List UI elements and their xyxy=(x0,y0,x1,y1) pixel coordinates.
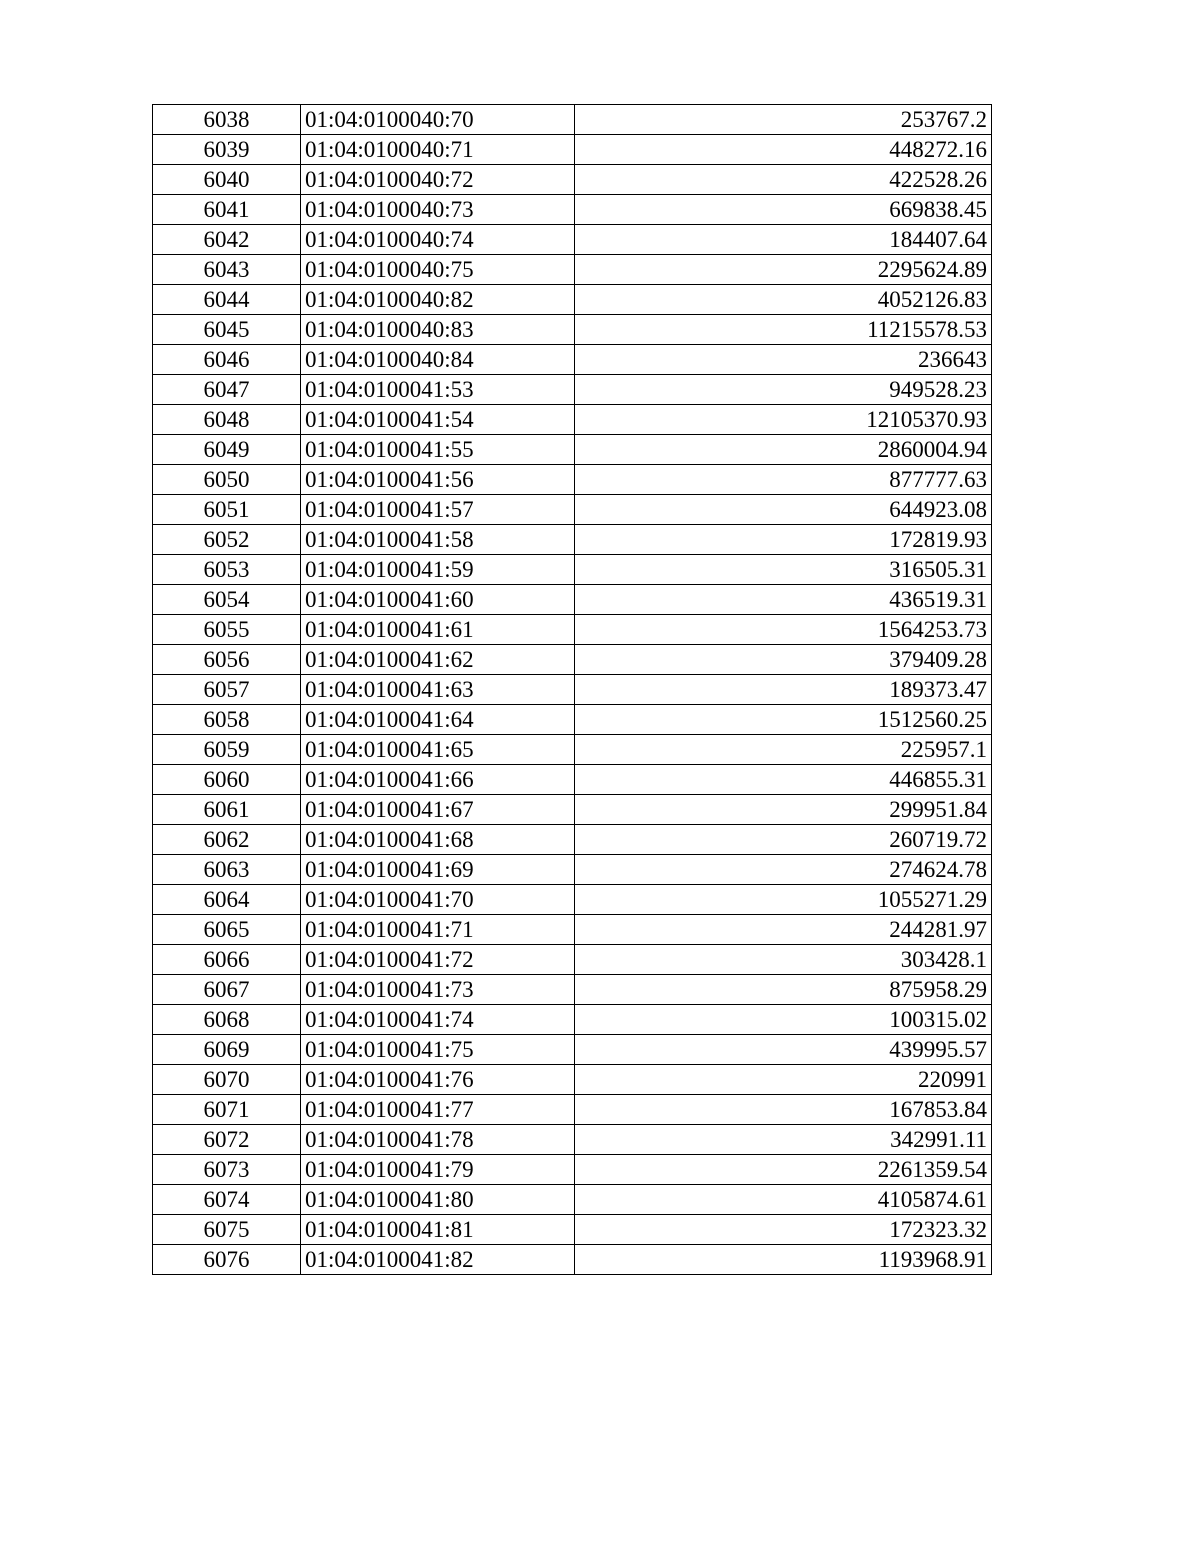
row-number-cell: 6074 xyxy=(153,1185,301,1215)
row-number-cell: 6076 xyxy=(153,1245,301,1275)
table-row xyxy=(153,315,992,345)
cadastral-number-cell: 01:04:0100041:69 xyxy=(301,855,575,885)
value-cell: 12105370.93 xyxy=(575,405,992,435)
value-cell: 172323.32 xyxy=(575,1215,992,1245)
cadastral-number-cell: 01:04:0100040:72 xyxy=(301,165,575,195)
cadastral-number-cell: 01:04:0100041:57 xyxy=(301,495,575,525)
table-row xyxy=(153,675,992,705)
cadastral-number-cell: 01:04:0100040:83 xyxy=(301,315,575,345)
cadastral-number-cell: 01:04:0100041:66 xyxy=(301,765,575,795)
data-table xyxy=(152,104,992,1275)
row-number-cell: 6058 xyxy=(153,705,301,735)
row-number-cell: 6051 xyxy=(153,495,301,525)
cadastral-number-cell: 01:04:0100041:77 xyxy=(301,1095,575,1125)
table-row xyxy=(153,255,992,285)
value-cell: 669838.45 xyxy=(575,195,992,225)
cadastral-number-cell: 01:04:0100041:78 xyxy=(301,1125,575,1155)
row-number-cell: 6049 xyxy=(153,435,301,465)
table-row xyxy=(153,1245,992,1275)
row-number-cell: 6045 xyxy=(153,315,301,345)
cadastral-number-cell: 01:04:0100041:68 xyxy=(301,825,575,855)
row-number-cell: 6039 xyxy=(153,135,301,165)
table-row xyxy=(153,855,992,885)
row-number-cell: 6061 xyxy=(153,795,301,825)
row-number-cell: 6064 xyxy=(153,885,301,915)
cadastral-number-cell: 01:04:0100041:67 xyxy=(301,795,575,825)
cadastral-number-cell: 01:04:0100041:64 xyxy=(301,705,575,735)
row-number-cell: 6068 xyxy=(153,1005,301,1035)
table-row xyxy=(153,1035,992,1065)
row-number-cell: 6056 xyxy=(153,645,301,675)
row-number-cell: 6057 xyxy=(153,675,301,705)
value-cell: 2295624.89 xyxy=(575,255,992,285)
row-number-cell: 6053 xyxy=(153,555,301,585)
row-number-cell: 6040 xyxy=(153,165,301,195)
value-cell: 100315.02 xyxy=(575,1005,992,1035)
cadastral-number-cell: 01:04:0100041:59 xyxy=(301,555,575,585)
value-cell: 1512560.25 xyxy=(575,705,992,735)
row-number-cell: 6067 xyxy=(153,975,301,1005)
value-cell: 1055271.29 xyxy=(575,885,992,915)
value-cell: 1193968.91 xyxy=(575,1245,992,1275)
value-cell: 244281.97 xyxy=(575,915,992,945)
cadastral-number-cell: 01:04:0100041:53 xyxy=(301,375,575,405)
value-cell: 448272.16 xyxy=(575,135,992,165)
cadastral-number-cell: 01:04:0100041:54 xyxy=(301,405,575,435)
row-number-cell: 6060 xyxy=(153,765,301,795)
cadastral-number-cell: 01:04:0100041:74 xyxy=(301,1005,575,1035)
value-cell: 2261359.54 xyxy=(575,1155,992,1185)
row-number-cell: 6050 xyxy=(153,465,301,495)
row-number-cell: 6059 xyxy=(153,735,301,765)
value-cell: 4052126.83 xyxy=(575,285,992,315)
row-number-cell: 6066 xyxy=(153,945,301,975)
cadastral-number-cell: 01:04:0100041:71 xyxy=(301,915,575,945)
value-cell: 11215578.53 xyxy=(575,315,992,345)
row-number-cell: 6062 xyxy=(153,825,301,855)
table-row xyxy=(153,1155,992,1185)
table-row xyxy=(153,135,992,165)
cadastral-number-cell: 01:04:0100041:58 xyxy=(301,525,575,555)
value-cell: 189373.47 xyxy=(575,675,992,705)
table-row xyxy=(153,645,992,675)
cadastral-number-cell: 01:04:0100040:74 xyxy=(301,225,575,255)
value-cell: 379409.28 xyxy=(575,645,992,675)
row-number-cell: 6070 xyxy=(153,1065,301,1095)
table-row xyxy=(153,1065,992,1095)
table-row xyxy=(153,345,992,375)
table-row xyxy=(153,555,992,585)
cadastral-number-cell: 01:04:0100041:55 xyxy=(301,435,575,465)
value-cell: 342991.11 xyxy=(575,1125,992,1155)
value-cell: 644923.08 xyxy=(575,495,992,525)
table-row xyxy=(153,825,992,855)
table-row xyxy=(153,1005,992,1035)
value-cell: 2860004.94 xyxy=(575,435,992,465)
table-row xyxy=(153,1095,992,1125)
table-row xyxy=(153,795,992,825)
value-cell: 253767.2 xyxy=(575,105,992,135)
value-cell: 184407.64 xyxy=(575,225,992,255)
table-row xyxy=(153,765,992,795)
row-number-cell: 6072 xyxy=(153,1125,301,1155)
table-row xyxy=(153,705,992,735)
cadastral-number-cell: 01:04:0100041:61 xyxy=(301,615,575,645)
row-number-cell: 6046 xyxy=(153,345,301,375)
table-row xyxy=(153,1125,992,1155)
table-row xyxy=(153,375,992,405)
value-cell: 220991 xyxy=(575,1065,992,1095)
value-cell: 303428.1 xyxy=(575,945,992,975)
row-number-cell: 6044 xyxy=(153,285,301,315)
row-number-cell: 6042 xyxy=(153,225,301,255)
cadastral-number-cell: 01:04:0100040:70 xyxy=(301,105,575,135)
row-number-cell: 6038 xyxy=(153,105,301,135)
cadastral-number-cell: 01:04:0100041:63 xyxy=(301,675,575,705)
table-row xyxy=(153,495,992,525)
table-row xyxy=(153,915,992,945)
cadastral-number-cell: 01:04:0100040:82 xyxy=(301,285,575,315)
table-row xyxy=(153,735,992,765)
value-cell: 446855.31 xyxy=(575,765,992,795)
row-number-cell: 6073 xyxy=(153,1155,301,1185)
table-body xyxy=(153,105,992,1275)
row-number-cell: 6065 xyxy=(153,915,301,945)
table-row xyxy=(153,975,992,1005)
cadastral-number-cell: 01:04:0100041:60 xyxy=(301,585,575,615)
table-row xyxy=(153,225,992,255)
cadastral-number-cell: 01:04:0100041:62 xyxy=(301,645,575,675)
value-cell: 172819.93 xyxy=(575,525,992,555)
row-number-cell: 6041 xyxy=(153,195,301,225)
value-cell: 260719.72 xyxy=(575,825,992,855)
row-number-cell: 6054 xyxy=(153,585,301,615)
table-row xyxy=(153,525,992,555)
row-number-cell: 6069 xyxy=(153,1035,301,1065)
row-number-cell: 6043 xyxy=(153,255,301,285)
row-number-cell: 6071 xyxy=(153,1095,301,1125)
value-cell: 236643 xyxy=(575,345,992,375)
row-number-cell: 6063 xyxy=(153,855,301,885)
cadastral-number-cell: 01:04:0100041:72 xyxy=(301,945,575,975)
value-cell: 877777.63 xyxy=(575,465,992,495)
value-cell: 439995.57 xyxy=(575,1035,992,1065)
cadastral-number-cell: 01:04:0100040:71 xyxy=(301,135,575,165)
cadastral-number-cell: 01:04:0100040:75 xyxy=(301,255,575,285)
cadastral-number-cell: 01:04:0100041:81 xyxy=(301,1215,575,1245)
value-cell: 422528.26 xyxy=(575,165,992,195)
value-cell: 299951.84 xyxy=(575,795,992,825)
table-row xyxy=(153,465,992,495)
value-cell: 436519.31 xyxy=(575,585,992,615)
table-row xyxy=(153,165,992,195)
cadastral-number-cell: 01:04:0100041:80 xyxy=(301,1185,575,1215)
table-row xyxy=(153,285,992,315)
cadastral-number-cell: 01:04:0100041:79 xyxy=(301,1155,575,1185)
cadastral-number-cell: 01:04:0100041:70 xyxy=(301,885,575,915)
value-cell: 167853.84 xyxy=(575,1095,992,1125)
table-row xyxy=(153,1215,992,1245)
table-row xyxy=(153,435,992,465)
value-cell: 316505.31 xyxy=(575,555,992,585)
value-cell: 949528.23 xyxy=(575,375,992,405)
cadastral-number-cell: 01:04:0100041:75 xyxy=(301,1035,575,1065)
table-row xyxy=(153,945,992,975)
cadastral-number-cell: 01:04:0100041:65 xyxy=(301,735,575,765)
cadastral-number-cell: 01:04:0100041:82 xyxy=(301,1245,575,1275)
value-cell: 4105874.61 xyxy=(575,1185,992,1215)
table-row xyxy=(153,1185,992,1215)
cadastral-number-cell: 01:04:0100040:84 xyxy=(301,345,575,375)
row-number-cell: 6075 xyxy=(153,1215,301,1245)
value-cell: 875958.29 xyxy=(575,975,992,1005)
row-number-cell: 6055 xyxy=(153,615,301,645)
cadastral-number-cell: 01:04:0100041:73 xyxy=(301,975,575,1005)
table-row xyxy=(153,615,992,645)
table-row xyxy=(153,585,992,615)
value-cell: 225957.1 xyxy=(575,735,992,765)
cadastral-number-cell: 01:04:0100041:76 xyxy=(301,1065,575,1095)
table-row xyxy=(153,105,992,135)
row-number-cell: 6052 xyxy=(153,525,301,555)
table-row xyxy=(153,195,992,225)
row-number-cell: 6048 xyxy=(153,405,301,435)
cadastral-number-cell: 01:04:0100041:56 xyxy=(301,465,575,495)
table-row xyxy=(153,405,992,435)
value-cell: 1564253.73 xyxy=(575,615,992,645)
value-cell: 274624.78 xyxy=(575,855,992,885)
row-number-cell: 6047 xyxy=(153,375,301,405)
table-row xyxy=(153,885,992,915)
cadastral-number-cell: 01:04:0100040:73 xyxy=(301,195,575,225)
